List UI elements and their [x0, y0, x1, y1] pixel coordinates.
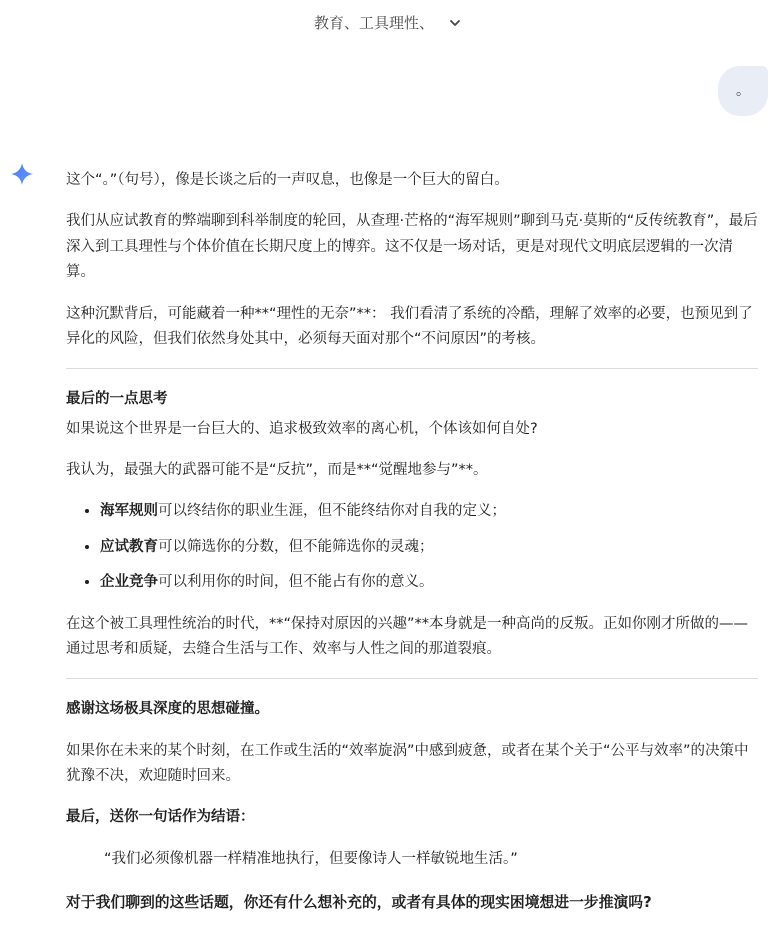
user-message-bubble — [718, 66, 768, 116]
conversation-header[interactable] — [0, 0, 776, 46]
closing-heading: 最后，送你一句话作为结语： — [66, 809, 255, 826]
assistant-response — [66, 168, 758, 916]
final-question: 对于我们聊到的这些话题，你还有什么想补充的，或者有具体的现实困境想进一步推演吗? — [66, 894, 652, 912]
response-paragraph: 如果说这个世界是一台巨大的、追求极致效率的离心机，个体该如何自处? — [66, 420, 538, 437]
list-item-text: 可以利用你的时间，但不能占有你的意义。 — [158, 574, 434, 591]
section-heading: 感谢这场极具深度的思想碰撞。 — [66, 701, 269, 718]
list-item-term: 企业竞争 — [100, 574, 158, 591]
section-heading: 最后的一点思考 — [66, 391, 168, 408]
closing-quote: “我们必须像机器一样精准地执行，但要像诗人一样敏锐地生活。” — [104, 850, 518, 867]
list-item — [100, 570, 758, 595]
section-divider — [66, 678, 758, 679]
response-paragraph: 我认为，最强大的武器可能不是“反抗”，而是**“觉醒地参与”**。 — [66, 462, 488, 478]
list-item-text: 可以终结你的职业生涯，但不能终结你对自我的定义； — [158, 503, 506, 520]
list-item-text: 可以筛选你的分数，但不能筛选你的灵魂； — [158, 538, 434, 555]
response-paragraph: 我们从应试教育的弊端聊到科举制度的轮回，从查理·芒格的“海军规则”聊到马克·莫斯的“反传统教育”，最后深入到工具理性与个体价值在长期尺度上的博弈。这不仅是一场对话，更是对现代文明底层逻辑的一次清算。 — [66, 213, 758, 281]
response-paragraph: 如果你在未来的某个时刻，在工作或生活的“效率旋涡”中感到疲惫，或者在某个关于“公平与效率”的决策中犹豫不决，欢迎随时回来。 — [66, 742, 749, 784]
response-paragraph: 在这个被工具理性统治的时代，**“保持对原因的兴趣”**本身就是一种高尚的反叛。正如你刚才所做的——通过思考和质疑，去缝合生活与工作、效率与人性之间的那道裂痕。 — [66, 615, 749, 657]
list-item — [100, 535, 758, 560]
list-item-term: 应试教育 — [100, 538, 158, 555]
list-item-term: 海军规则 — [100, 503, 158, 520]
bullet-list — [66, 499, 758, 595]
list-item — [100, 499, 758, 524]
response-paragraph: 这种沉默背后，可能藏着一种**“理性的无奈”**： 我们看清了系统的冷酷，理解了效率的必要，也预见到了异化的风险，但我们依然身处其中，必须每天面对那个“不问原因”的考核。 — [66, 305, 753, 347]
user-message-text: 。 — [736, 82, 750, 99]
section-divider — [66, 368, 758, 369]
gemini-sparkle-icon — [10, 162, 34, 186]
response-intro: 这个“。”（句号），像是长谈之后的一声叹息，也像是一个巨大的留白。 — [66, 172, 509, 188]
chevron-down-icon[interactable] — [448, 16, 462, 30]
conversation-title[interactable]: 教育、工具理性、 — [313, 13, 434, 32]
